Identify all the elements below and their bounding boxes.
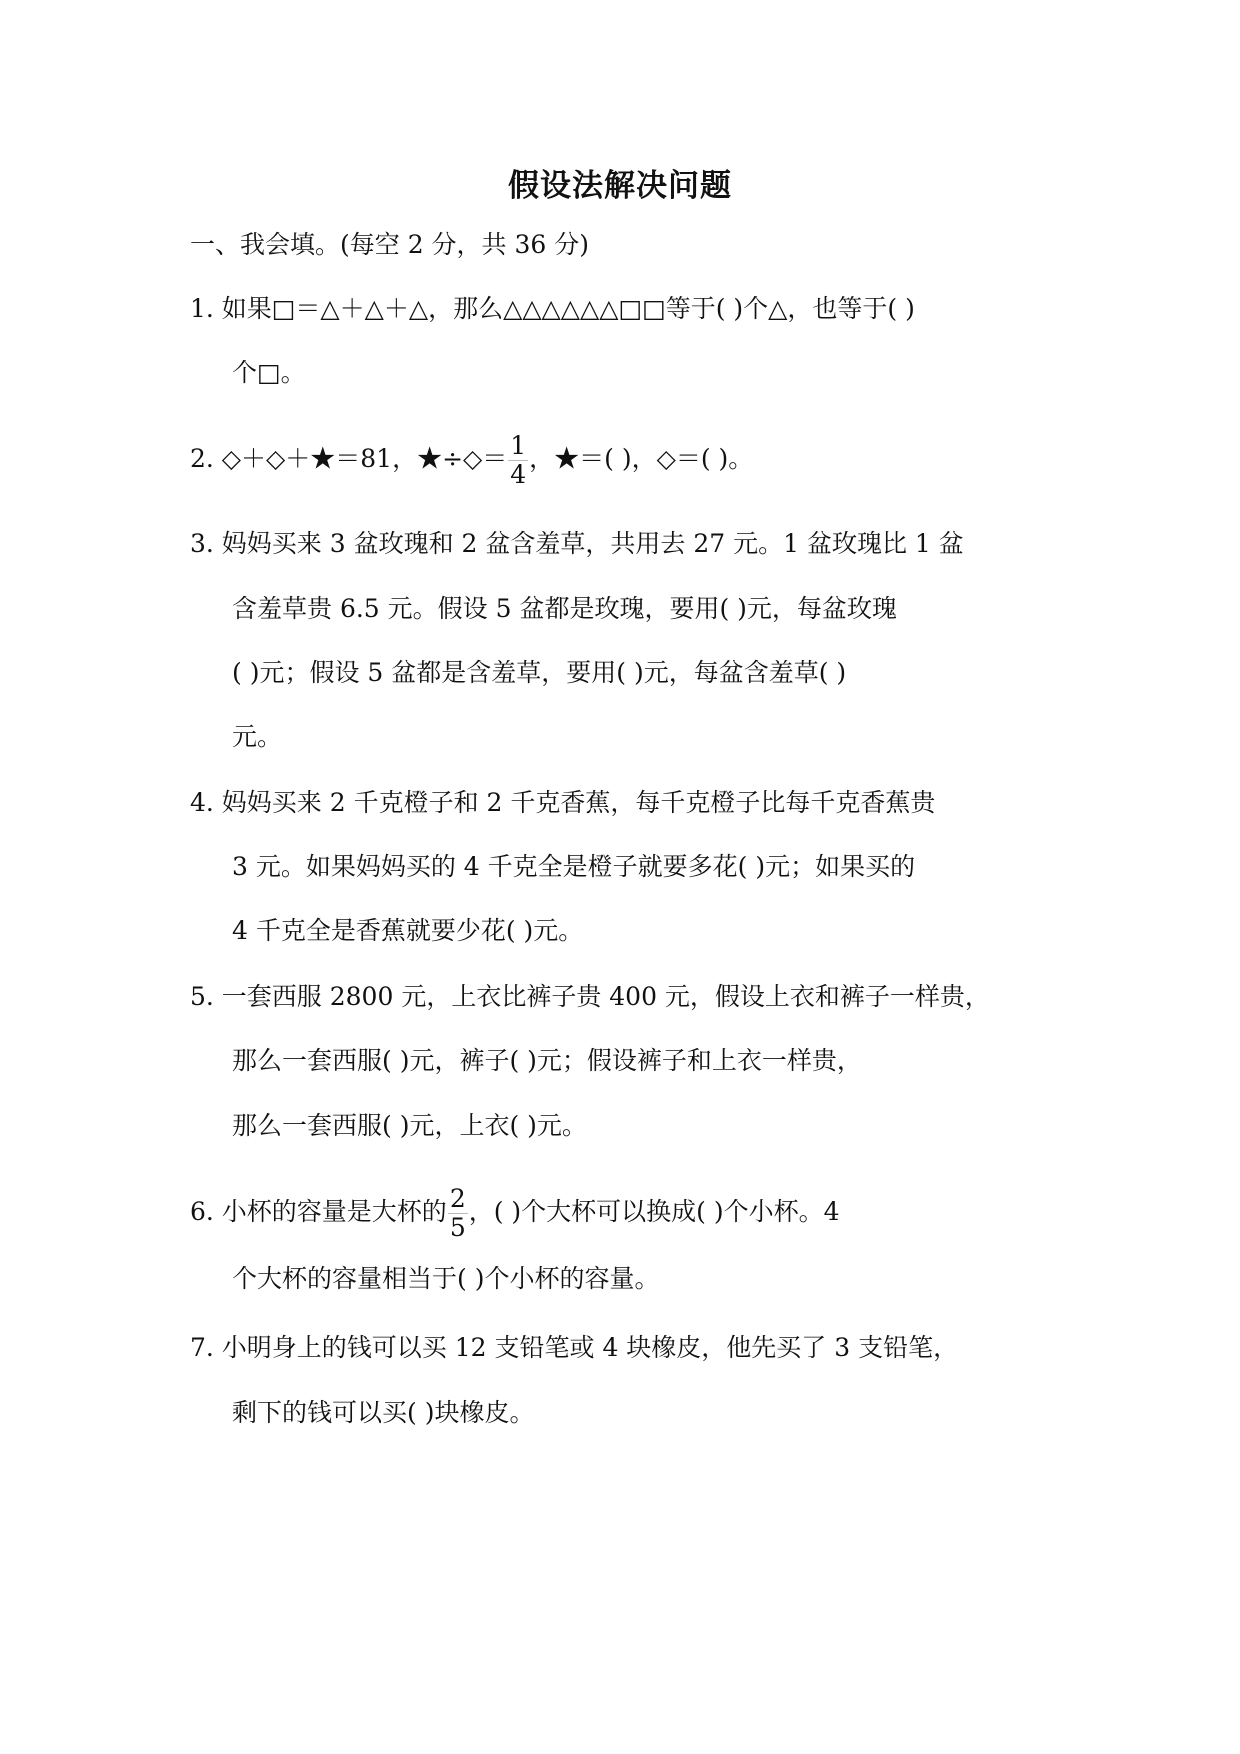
fraction-two-fifths — [448, 1185, 468, 1242]
question-2-text-a: 2. ◇＋◇＋★＝81，★÷◇＝ — [190, 444, 508, 473]
fraction-numerator: 2 — [449, 1184, 466, 1213]
question-4-line-2: 3 元。如果妈妈买的 4 千克全是橙子就要多花( )元；如果买的 — [232, 852, 916, 881]
question-7-line-2: 剩下的钱可以买( )块橡皮。 — [232, 1398, 535, 1427]
question-3-line-4: 元。 — [232, 722, 283, 751]
section-heading: 一、我会填。(每空 2 分，共 36 分) — [190, 230, 590, 259]
page-title: 假设法解决问题 — [508, 168, 732, 204]
question-6-text-b: ，( )个大杯可以换成( )个小杯。4 — [468, 1197, 840, 1226]
question-6-line-1 — [190, 1185, 840, 1242]
question-2-text-b: ，★＝( )，◇＝( )。 — [529, 444, 754, 473]
fraction-one-quarter — [508, 432, 528, 489]
question-4-line-1: 4. 妈妈买来 2 千克橙子和 2 千克香蕉，每千克橙子比每千克香蕉贵 — [190, 788, 936, 817]
fraction-denominator: 4 — [510, 460, 527, 489]
fraction-denominator: 5 — [449, 1213, 466, 1242]
question-1-line-2: 个□。 — [232, 358, 306, 387]
question-6-line-2: 个大杯的容量相当于( )个小杯的容量。 — [232, 1264, 660, 1293]
question-1-line-1: 1. 如果□＝△＋△＋△，那么△△△△△△□□等于( )个△，也等于( ) — [190, 294, 915, 323]
question-5-line-2: 那么一套西服( )元，裤子( )元；假设裤子和上衣一样贵， — [232, 1046, 862, 1075]
question-2-line-1 — [190, 432, 753, 489]
question-3-line-3: ( )元；假设 5 盆都是含羞草，要用( )元，每盆含羞草( ) — [232, 658, 847, 687]
question-4-line-3: 4 千克全是香蕉就要少花( )元。 — [232, 916, 584, 945]
question-6-text-a: 6. 小杯的容量是大杯的 — [190, 1197, 447, 1226]
question-7-line-1: 7. 小明身上的钱可以买 12 支铅笔或 4 块橡皮，他先买了 3 支铅笔， — [190, 1333, 959, 1362]
question-3-line-2: 含羞草贵 6.5 元。假设 5 盆都是玫瑰，要用( )元，每盆玫瑰 — [232, 594, 897, 623]
question-5-line-3: 那么一套西服( )元，上衣( )元。 — [232, 1111, 587, 1140]
fraction-numerator: 1 — [510, 431, 527, 460]
question-5-line-1: 5. 一套西服 2800 元，上衣比裤子贵 400 元，假设上衣和裤子一样贵， — [190, 982, 990, 1011]
question-3-line-1: 3. 妈妈买来 3 盆玫瑰和 2 盆含羞草，共用去 27 元。1 盆玫瑰比 1 盆 — [190, 529, 964, 558]
